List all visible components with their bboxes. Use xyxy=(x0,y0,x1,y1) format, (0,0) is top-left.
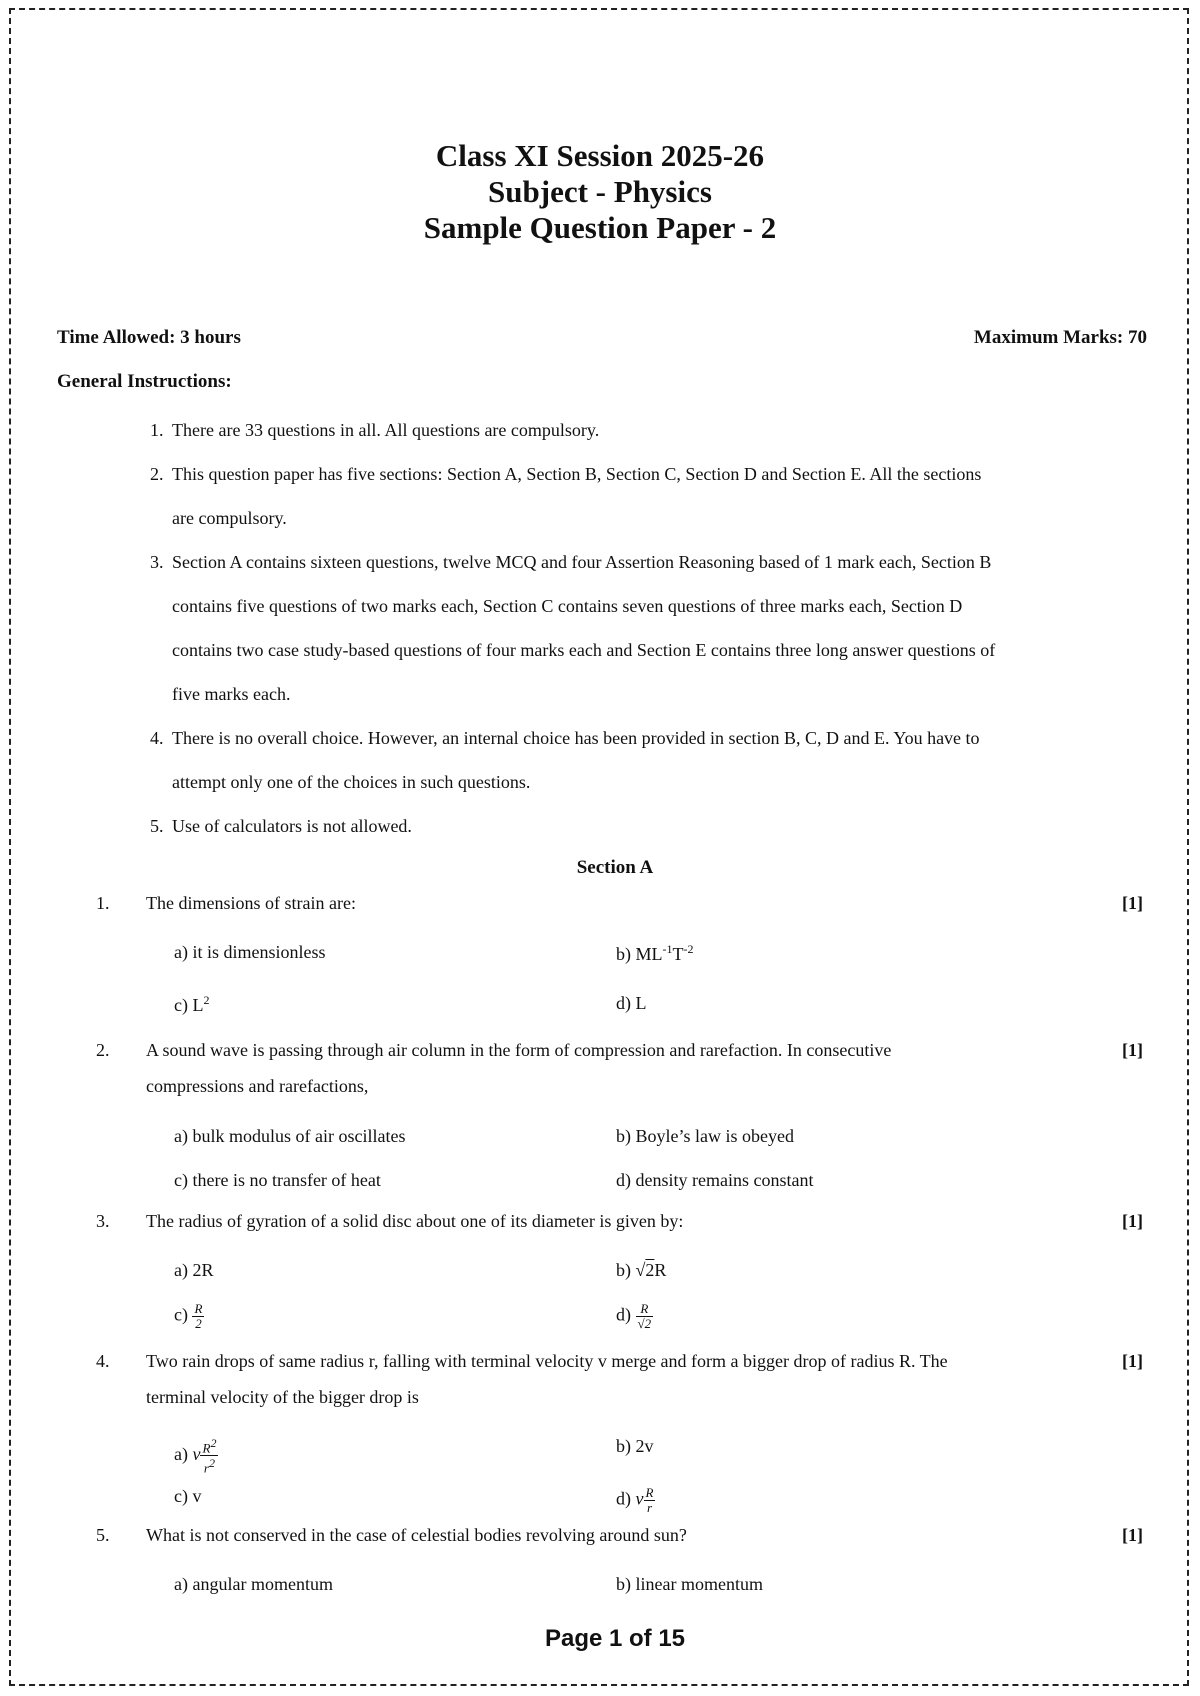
option-b: b) $ML^{-1}T^{-2}$ xyxy=(616,942,694,964)
option-c: c) v xyxy=(174,1486,202,1506)
option-d: d) v $\frac{R}{r}$ xyxy=(616,1485,654,1515)
option-a: a) v $\frac{R^2}{r^2}$ xyxy=(174,1436,217,1476)
option-label: b) xyxy=(616,944,631,964)
instruction-item xyxy=(150,540,1140,584)
option-label: c) xyxy=(174,1304,188,1325)
instruction-item xyxy=(150,716,1140,760)
question-mark: [1] xyxy=(1122,1351,1143,1371)
option-a: a) it is dimensionless xyxy=(174,942,326,962)
option-label: c) xyxy=(174,995,188,1015)
question-number: 1. xyxy=(96,893,110,913)
instruction-text: This question paper has five sections: Section A, Section B, Section C, Section D and Section E. All the sections xyxy=(172,464,982,484)
fraction-r2-over-r2: $\frac{R^2}{r^2}$ xyxy=(202,1436,217,1476)
option-b: b) √2R xyxy=(616,1260,667,1280)
option-d: d) density remains constant xyxy=(616,1170,814,1190)
instruction-item xyxy=(150,408,1140,452)
question-mark: [1] xyxy=(1122,893,1143,913)
question-mark: [1] xyxy=(1122,1525,1143,1545)
instruction-number: 2. xyxy=(150,464,164,484)
question-line: terminal velocity of the bigger drop is xyxy=(146,1387,419,1407)
option-a: a) 2R xyxy=(174,1260,214,1280)
option-d: d) L xyxy=(616,993,647,1013)
question-text xyxy=(146,1343,1046,1415)
question-line: compressions and rarefactions, xyxy=(146,1076,369,1096)
option-d xyxy=(616,1302,653,1331)
question-line: A sound wave is passing through air column in the form of compression and rarefaction. In consecutive xyxy=(146,1040,892,1060)
time-allowed: Time Allowed: 3 hours xyxy=(57,327,241,348)
question-text xyxy=(146,1032,1046,1104)
page-number: Page 1 of 15 xyxy=(544,1625,686,1652)
instruction-text: Section A contains sixteen questions, twelve MCQ and four Assertion Reasoning based of 1 mark each, Section B xyxy=(172,552,992,572)
question-number: 2. xyxy=(96,1040,110,1060)
option-a: a) bulk modulus of air oscillates xyxy=(174,1126,406,1146)
title-paper: Sample Question Paper - 2 xyxy=(423,210,777,245)
option-a: a) angular momentum xyxy=(174,1574,333,1594)
option-c: c) $L^2$ xyxy=(174,993,210,1015)
fraction-r-over-2: $\frac{R}{2}$ xyxy=(194,1301,203,1331)
option-c: c) there is no transfer of heat xyxy=(174,1170,381,1190)
instruction-number: 1. xyxy=(150,420,164,440)
option-c xyxy=(174,1302,204,1331)
option-b: b) linear momentum xyxy=(616,1574,763,1594)
question-mark: [1] xyxy=(1122,1040,1143,1060)
instruction-number: 5. xyxy=(150,816,164,836)
question-text: The radius of gyration of a solid disc about one of its diameter is given by: xyxy=(146,1211,684,1231)
instruction-text: There is no overall choice. However, an internal choice has been provided in section B, C, D and E. You have to xyxy=(172,728,980,748)
instruction-continuation: attempt only one of the choices in such questions. xyxy=(172,772,531,792)
instructions-heading: General Instructions: xyxy=(57,371,232,392)
option-label: a) xyxy=(174,1443,188,1464)
question-number: 3. xyxy=(96,1211,110,1231)
instruction-item xyxy=(150,452,1140,496)
instruction-continuation: contains five questions of two marks each, Section C contains seven questions of three marks each, Section D xyxy=(172,596,963,616)
section-a-heading: Section A xyxy=(576,857,654,878)
instruction-item xyxy=(150,804,1140,848)
question-number: 5. xyxy=(96,1525,110,1545)
maximum-marks: Maximum Marks: 70 xyxy=(973,327,1147,348)
fraction-r-over-r: $\frac{R}{r}$ xyxy=(645,1485,654,1515)
instruction-number: 3. xyxy=(150,552,164,572)
instruction-continuation: are compulsory. xyxy=(172,508,287,528)
instruction-list xyxy=(150,408,1140,848)
option-b: b) 2v xyxy=(616,1436,654,1456)
instruction-text: Use of calculators is not allowed. xyxy=(172,816,412,836)
question-text: What is not conserved in the case of celestial bodies revolving around sun? xyxy=(146,1525,687,1545)
option-label: d) xyxy=(616,1488,631,1509)
question-number: 4. xyxy=(96,1351,110,1371)
question-text: The dimensions of strain are: xyxy=(146,893,356,913)
question-line: Two rain drops of same radius r, falling with terminal velocity v merge and form a bigger drop of radius R. The xyxy=(146,1351,948,1371)
title-subject: Subject - Physics xyxy=(488,174,712,209)
instruction-number: 4. xyxy=(150,728,164,748)
instruction-continuation: five marks each. xyxy=(172,684,291,704)
question-mark: [1] xyxy=(1122,1211,1143,1231)
option-b: b) Boyle’s law is obeyed xyxy=(616,1126,794,1146)
option-label: b) xyxy=(616,1260,631,1280)
option-label: d) xyxy=(616,1304,631,1325)
instruction-text: There are 33 questions in all. All questions are compulsory. xyxy=(172,420,600,440)
fraction-r-over-sqrt2: $\frac{R}{√2}$ xyxy=(637,1301,652,1331)
title-class: Class XI Session 2025-26 xyxy=(435,138,765,173)
instruction-continuation: contains two case study-based questions of four marks each and Section E contains three long answer questions of xyxy=(172,640,996,660)
